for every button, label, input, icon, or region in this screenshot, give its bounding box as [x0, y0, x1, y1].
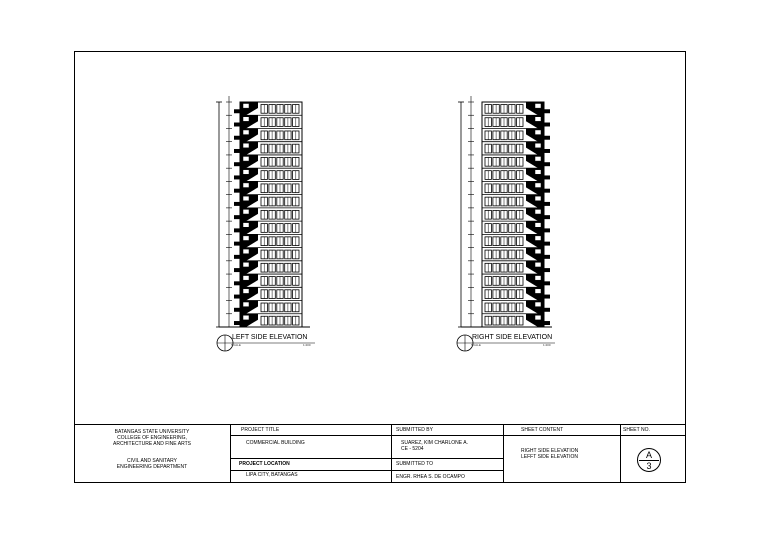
balcony-stub — [234, 109, 240, 113]
balcony-stub — [234, 268, 240, 272]
balcony-stub — [544, 123, 550, 127]
balcony-stub — [234, 123, 240, 127]
sheet-content-label: SHEET CONTENT — [521, 427, 564, 433]
balcony-stub — [234, 215, 240, 219]
stair-opening — [243, 289, 249, 294]
sheet-no-label: SHEET NO. — [623, 427, 650, 433]
submitted-to: ENGR. RHEA S. DE OCAMPO — [396, 474, 465, 480]
submitted-by: SUAREZ, KIM CHARLONE A. CE - 5204 — [401, 440, 468, 452]
stair-opening — [535, 156, 541, 161]
balcony-stub — [234, 162, 240, 166]
project-location-label: PROJECT LOCATION — [239, 461, 290, 467]
stair-opening — [535, 170, 541, 175]
title-block-divider — [391, 424, 392, 483]
balcony-stub — [234, 149, 240, 153]
balcony-stub — [544, 189, 550, 193]
balcony-stub — [234, 228, 240, 232]
stair-opening — [243, 315, 249, 320]
balcony-stub — [544, 175, 550, 179]
stair-opening — [535, 104, 541, 109]
stair-opening — [243, 302, 249, 307]
balcony-stub — [544, 242, 550, 246]
stair-opening — [535, 249, 541, 254]
right-scale-label: SCALE — [471, 343, 481, 347]
stair-opening — [535, 302, 541, 307]
balcony-stub — [544, 162, 550, 166]
stair-opening — [535, 236, 541, 241]
balcony-stub — [544, 202, 550, 206]
stair-opening — [535, 315, 541, 320]
title-block-row-line — [230, 470, 503, 471]
balcony-stub — [544, 281, 550, 285]
sheet-number-bubble — [637, 448, 661, 472]
stair-opening — [535, 130, 541, 135]
balcony-stub — [234, 136, 240, 140]
stair-opening — [243, 130, 249, 135]
title-block-row-line — [620, 435, 686, 436]
title-block-divider — [230, 424, 231, 483]
balcony-stub — [544, 109, 550, 113]
school-name: BATANGAS STATE UNIVERSITY COLLEGE OF ENGINEERING, ARCHITECTURE AND FINE ARTS — [113, 429, 191, 447]
stair-opening — [535, 209, 541, 214]
stair-opening — [535, 117, 541, 122]
stair-opening — [535, 276, 541, 281]
balcony-stub — [544, 295, 550, 299]
stair-opening — [243, 223, 249, 228]
balcony-stub — [544, 321, 550, 325]
right-elevation-caption: RIGHT SIDE ELEVATION — [472, 334, 553, 341]
submitted-to-label: SUBMITTED TO — [396, 461, 434, 467]
stair-opening — [243, 209, 249, 214]
stair-opening — [243, 143, 249, 148]
balcony-stub — [544, 268, 550, 272]
stair-opening — [535, 143, 541, 148]
sheet-number: 3 — [646, 461, 652, 471]
balcony-stub — [544, 149, 550, 153]
balcony-stub — [234, 321, 240, 325]
stair-opening — [243, 236, 249, 241]
stair-opening — [243, 170, 249, 175]
sheet-content: RIGHT SIDE ELEVATION LEFFT SIDE ELEVATION — [521, 448, 579, 460]
stair-opening — [243, 196, 249, 201]
balcony-stub — [544, 228, 550, 232]
project-title: COMMERCIAL BUILDING — [246, 440, 305, 446]
stair-opening — [535, 196, 541, 201]
stair-opening — [243, 156, 249, 161]
stair-opening — [243, 117, 249, 122]
title-block-row-line — [230, 458, 503, 459]
balcony-stub — [544, 308, 550, 312]
project-location: LIPA CITY, BATANGAS — [246, 472, 298, 478]
stair-opening — [535, 183, 541, 188]
stair-opening — [243, 249, 249, 254]
department-name: CIVIL AND SANITARY ENGINEERING DEPARTMENT — [116, 458, 188, 470]
balcony-stub — [234, 295, 240, 299]
submitted-by-label: SUBMITTED BY — [396, 427, 433, 433]
title-block-divider — [503, 424, 504, 483]
balcony-stub — [234, 281, 240, 285]
stair-opening — [243, 183, 249, 188]
left-elevation-caption: LEFT SIDE ELEVATION — [232, 334, 308, 341]
balcony-stub — [234, 202, 240, 206]
left-scale-label: SCALE — [231, 343, 241, 347]
title-block-top-border — [74, 424, 686, 425]
balcony-stub — [234, 308, 240, 312]
sheet-letter: A — [645, 450, 652, 460]
title-block-divider — [620, 424, 621, 483]
balcony-stub — [234, 242, 240, 246]
balcony-stub — [544, 215, 550, 219]
right-scale-value: 1:200 — [543, 343, 551, 347]
balcony-stub — [544, 136, 550, 140]
stair-opening — [243, 262, 249, 267]
balcony-stub — [544, 255, 550, 259]
balcony-stub — [234, 189, 240, 193]
balcony-stub — [234, 175, 240, 179]
stair-opening — [243, 276, 249, 281]
project-title-label: PROJECT TITLE — [241, 427, 280, 433]
left-scale-value: 1:200 — [303, 343, 311, 347]
title-block-row-line — [230, 435, 620, 436]
stair-opening — [243, 104, 249, 109]
balcony-stub — [234, 255, 240, 259]
stair-opening — [535, 223, 541, 228]
stair-opening — [535, 289, 541, 294]
stair-opening — [535, 262, 541, 267]
